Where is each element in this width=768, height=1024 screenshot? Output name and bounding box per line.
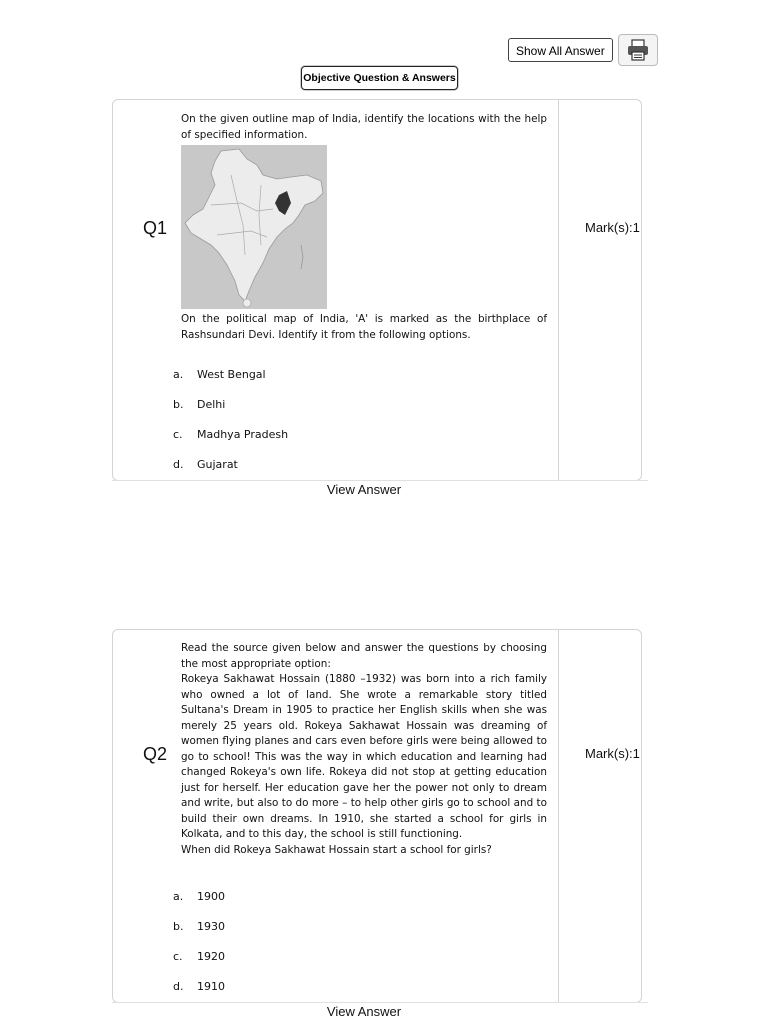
column-divider	[558, 630, 559, 1002]
view-answer-link[interactable]: View Answer	[326, 482, 402, 497]
option-letter: b.	[173, 920, 184, 933]
option-d[interactable]	[173, 458, 238, 471]
option-letter: a.	[173, 890, 184, 903]
option-a[interactable]	[173, 890, 225, 903]
question-prompt: On the political map of India, 'A' is marked as the birthplace of Rashsundari Devi. Identify it from the following options.	[181, 313, 547, 341]
option-c[interactable]	[173, 950, 225, 963]
option-text: West Bengal	[197, 368, 266, 381]
option-text: 1910	[197, 980, 225, 993]
question-prompt: When did Rokeya Sakhawat Hossain start a school for girls?	[181, 843, 492, 856]
marks-label: Mark(s):1	[585, 746, 640, 761]
question-card-1	[112, 99, 642, 481]
india-outline-map	[181, 145, 327, 309]
marks-label: Mark(s):1	[585, 220, 640, 235]
column-divider	[558, 100, 559, 480]
option-text: Madhya Pradesh	[197, 428, 289, 441]
question-number: Q1	[143, 218, 168, 238]
option-b[interactable]	[173, 398, 225, 411]
question-instruction: Read the source given below and answer the questions by choosing the most appropriate option:	[181, 642, 547, 670]
question-card-2	[112, 629, 642, 1003]
section-title: Objective Question & Answers	[301, 66, 458, 90]
option-text: 1920	[197, 950, 225, 963]
option-text: Delhi	[197, 398, 226, 411]
option-a[interactable]	[173, 368, 266, 381]
option-c[interactable]	[173, 428, 288, 441]
option-letter: d.	[173, 980, 184, 993]
option-text: 1930	[197, 920, 225, 933]
option-b[interactable]	[173, 920, 225, 933]
question-number: Q2	[143, 744, 168, 764]
option-d[interactable]	[173, 980, 225, 993]
source-passage: Rokeya Sakhawat Hossain (1880 –1932) was born into a rich family who owned a lot of land. She wrote a remarkable story titled Sultana's Dream in 1905 to practice her English skills when she was merely 25 years old. Rokeya Sakhawat Hossain was dreaming of women flying planes and cars even before girls were being allowed to go to school! This was the way in which education and learning had changed Rokeya's own life. Rokeya did not stop at getting education just for herself. Her education gave her the power not only to dream and write, but also to do more – to help other girls go to school and to build their own dreams. In 1910, she started a school for girls in Kolkata, and to this day, the school is still functioning.	[181, 673, 547, 840]
option-text: 1900	[197, 890, 225, 903]
option-letter: c.	[173, 950, 183, 963]
show-all-answer-button[interactable]: Show All Answer	[508, 38, 613, 62]
view-answer-link[interactable]: View Answer	[326, 1004, 402, 1019]
option-letter: d.	[173, 458, 184, 471]
option-letter: a.	[173, 368, 184, 381]
option-letter: c.	[173, 428, 183, 441]
print-button[interactable]	[618, 34, 658, 66]
card-divider	[112, 1002, 648, 1003]
printer-icon	[626, 39, 650, 61]
card-divider	[112, 480, 648, 481]
option-text: Gujarat	[197, 458, 238, 471]
option-letter: b.	[173, 398, 184, 411]
toolbar	[508, 34, 658, 66]
question-text	[181, 112, 547, 343]
question-text	[181, 641, 547, 858]
question-intro: On the given outline map of India, identify the locations with the help of specified information.	[181, 113, 547, 141]
